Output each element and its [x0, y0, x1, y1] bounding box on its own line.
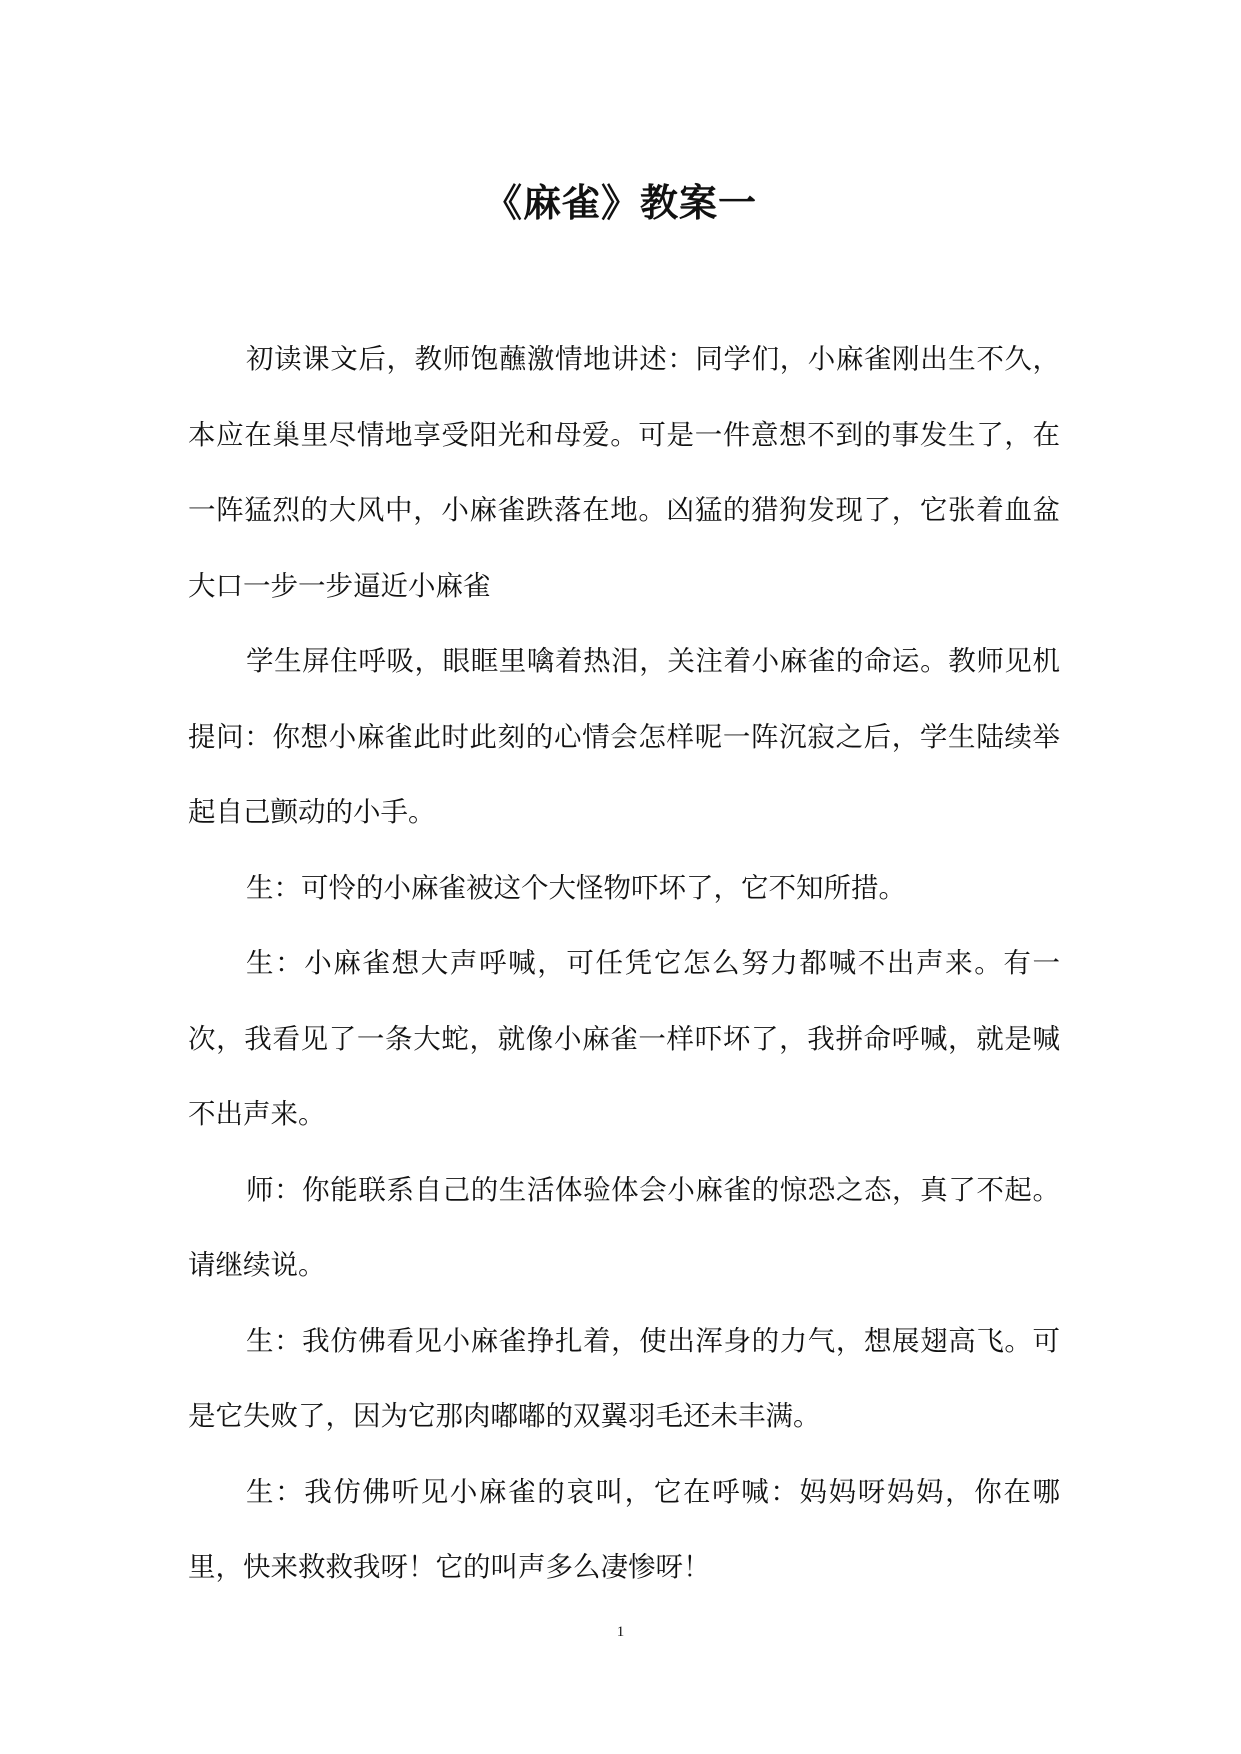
- document-title: 《麻雀》教案一: [483, 180, 757, 226]
- paragraph: 生：我仿佛听见小麻雀的哀叫，它在呼喊：妈妈呀妈妈，你在哪里，快来救救我呀！它的叫声多么凄惨呀！: [188, 1475, 1060, 1583]
- paragraph: 生：小麻雀想大声呼喊，可任凭它怎么努力都喊不出声来。有一次，我看见了一条大蛇，就像小麻雀一样吓坏了，我拼命呼喊，就是喊不出声来。: [188, 947, 1060, 1130]
- paragraph: 初读课文后，教师饱蘸激情地讲述：同学们，小麻雀刚出生不久，本应在巢里尽情地享受阳光和母爱。可是一件意想不到的事发生了，在一阵猛烈的大风中，小麻雀跌落在地。凶猛的猎狗发现了，它张着血盆大口一步一步逼近小麻雀: [188, 343, 1060, 602]
- paragraph: 学生屏住呼吸，眼眶里噙着热泪，关注着小麻雀的命运。教师见机提问：你想小麻雀此时此刻的心情会怎样呢一阵沉寂之后，学生陆续举起自己颤动的小手。: [188, 645, 1060, 828]
- document-body: [188, 322, 1060, 1606]
- paragraph: 生：可怜的小麻雀被这个大怪物吓坏了，它不知所措。: [246, 871, 906, 904]
- paragraph: 生：我仿佛看见小麻雀挣扎着，使出浑身的力气，想展翅高飞。可是它失败了，因为它那肉嘟嘟的双翼羽毛还未丰满。: [188, 1324, 1060, 1432]
- paragraph: 师：你能联系自己的生活体验体会小麻雀的惊恐之态，真了不起。请继续说。: [188, 1173, 1060, 1281]
- page-number: 1: [616, 1624, 625, 1640]
